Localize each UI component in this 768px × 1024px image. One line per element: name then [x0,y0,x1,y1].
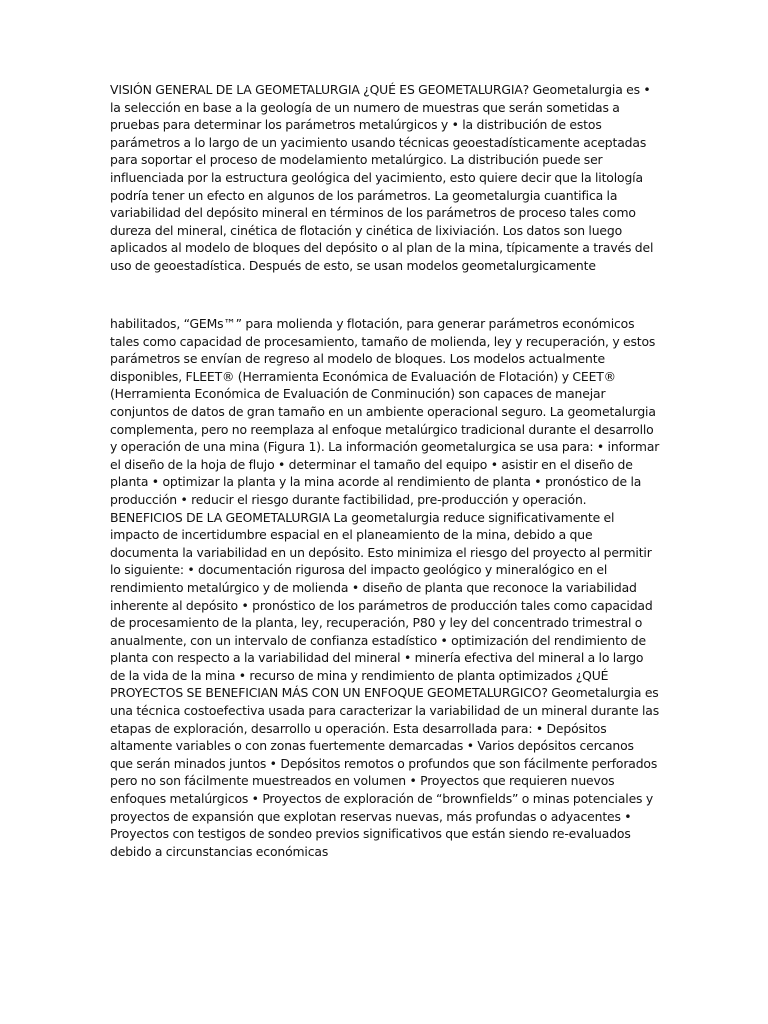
body-paragraph-1: VISIÓN GENERAL DE LA GEOMETALURGIA ¿QUÉ ES GEOMETALURGIA? Geometalurgia es • la selección en base a la geología de un numero de muestras que serán sometidas a pruebas para determinar los parámetros metalúrgicos y • la distribución de estos parámetros a lo largo de un yacimiento usando técnicas geoestadísticamente aceptadas para soportar el proceso de modelamiento metalúrgico. La distribución puede ser influenciada por la estructura geológica del yacimiento, esto quiere decir que la litología podría tener un efecto en algunos de los parámetros. La geometalurgia cuantifica la variabilidad del depósito mineral en términos de los parámetros de proceso tales como dureza del mineral, cinética de flotación y cinética de lixiviación. Los datos son luego aplicados al modelo de bloques del depósito o al plan de la mina, típicamente a través del uso de geoestadística. Después de esto, se usan modelos geometalurgicamente [110,82,654,273]
body-paragraph-2: habilitados, “GEMs™” para molienda y flotación, para generar parámetros económicos tales como capacidad de procesamiento, tamaño de molienda, ley y recuperación, y estos parámetros se envían de regreso al modelo de bloques. Los modelos actualmente disponibles, FLEET® (Herramienta Económica de Evaluación de Flotación) y CEET® (Herramienta Económica de Evaluación de Conminución) son capaces de manejar conjuntos de datos de gran tamaño en un ambiente operacional seguro. La geometalurgia complementa, pero no reemplaza al enfoque metalúrgico tradicional durante el desarrollo y operación de una mina (Figura 1). La información geometalurgica se usa para: • informar el diseño de la hoja de flujo • determinar el tamaño del equipo • asistir en el diseño de planta • optimizar la planta y la mina acorde al rendimiento de planta • pronóstico de la producción • reducir el riesgo durante factibilidad, pre-producción y operación. BENEFICIOS DE LA GEOMETALURGIA La geometalurgia reduce significativamente el impacto de incertidumbre espacial en el planeamiento de la mina, debido a que documenta la variabilidad en un depósito. Esto minimiza el riesgo del proyecto al permitir lo siguiente: • documentación rigurosa del impacto geológico y mineralógico en el rendimiento metalúrgico y de molienda • diseño de planta que reconoce la variabilidad inherente al depósito • pronóstico de los parámetros de producción tales como capacidad de procesamiento de la planta, ley, recuperación, P80 y ley del concentrado trimestral o anualmente, con un intervalo de confianza estadístico • optimización del rendimiento de planta con respecto a la variabilidad del mineral • minería efectiva del mineral a lo largo de la vida de la mina • recurso de mina y rendimiento de planta optimizados ¿QUÉ PROYECTOS SE BENEFICIAN MÁS CON UN ENFOQUE GEOMETALURGICO? Geometalurgia es una técnica costoefectiva usada para caracterizar la variabilidad de un mineral durante las etapas de exploración, desarrollo u operación. Esta desarrollada para: • Depósitos altamente variables o con zonas fuertemente demarcadas • Varios depósitos cercanos que serán minados juntos • Depósitos remotos o profundos que son fácilmente perforados pero no son fácilmente muestreados en volumen • Proyectos que requieren nuevos enfoques metalúrgicos • Proyectos de exploración de “brownfields” o minas potenciales y proyectos de expansión que explotan reservas nuevas, más profundas o adyacentes • Proyectos con testigos de sondeo previos significativos que están siendo re-evaluados debido a circunstancias económicas [110,316,660,859]
